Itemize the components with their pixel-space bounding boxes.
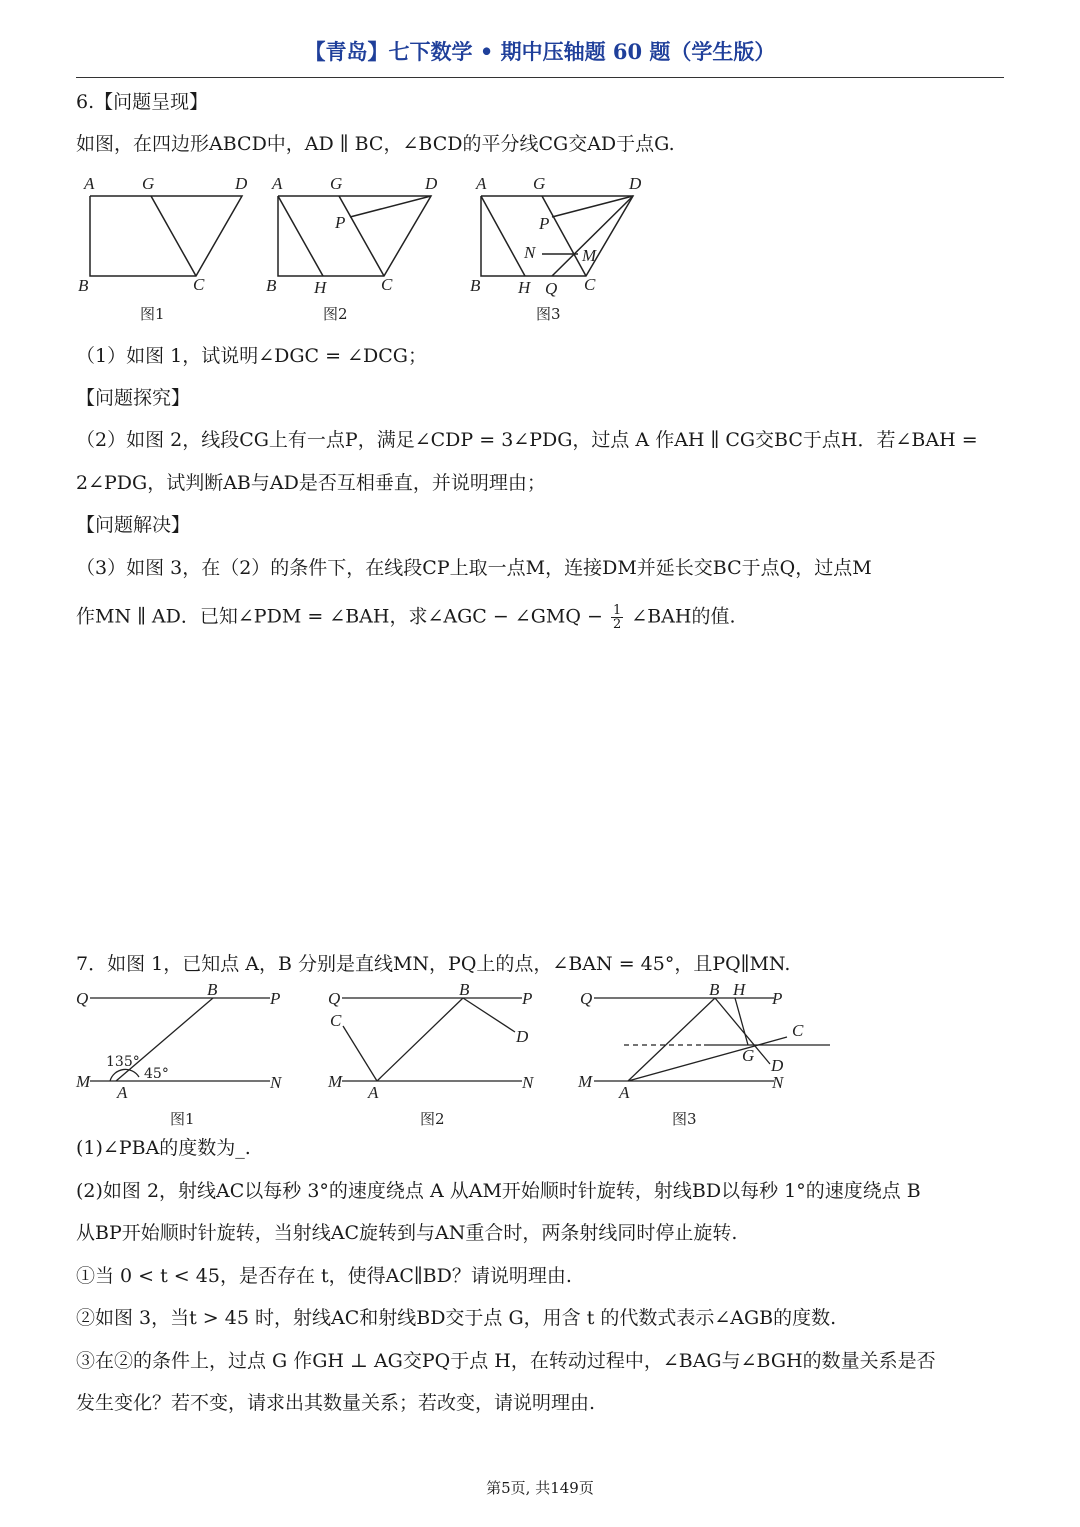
fig-label: G <box>142 174 155 193</box>
q6-figure-2 <box>262 172 452 324</box>
fig-label: H <box>314 278 327 297</box>
fig-label: D <box>235 174 248 193</box>
fig-label: C <box>584 275 596 294</box>
q6-part-3-line-1: （3）如图 3，在（2）的条件下，在线段CP上取一点M，连接DM并延长交BC于点Q，过点M <box>76 557 872 579</box>
fraction-numerator: 1 <box>612 603 622 618</box>
fig-label: D <box>771 1056 784 1075</box>
q7-intro: 7．如图 1，已知点 A，B 分别是直线MN，PQ上的点，∠BAN = 45°，且PQ∥MN. <box>76 953 791 975</box>
q7-sub-3-line-2: 发生变化？若不变，请求出其数量关系；若改变，请说明理由. <box>76 1392 596 1414</box>
fig-label: P <box>539 214 550 233</box>
fraction-one-half <box>611 604 623 631</box>
fig-label: P <box>772 989 783 1008</box>
q6-part-1: （1）如图 1，试说明∠DGC = ∠DCG； <box>76 345 427 367</box>
q7-figure-1 <box>72 982 302 1130</box>
fig-label: P <box>522 989 533 1008</box>
q6-intro: 如图，在四边形ABCD中，AD ∥ BC，∠BCD的平分线CG交AD于点G. <box>76 133 675 155</box>
q7-part-2-line-2: 从BP开始顺时针旋转，当射线AC旋转到与AN重合时，两条射线同时停止旋转. <box>76 1222 738 1244</box>
fig-caption: 图2 <box>323 305 348 323</box>
q7-figure-3 <box>572 982 842 1130</box>
fraction-denominator: 2 <box>612 617 622 632</box>
page-footer: 第5页, 共149页 <box>486 1479 594 1497</box>
fig-label: G <box>742 1046 755 1065</box>
fig-label: B <box>709 982 720 999</box>
angle-45-label: 45° <box>144 1066 169 1082</box>
q6-part-3-line-2 <box>76 604 736 631</box>
q6-solve-title: 【问题解决】 <box>76 514 191 536</box>
document-header: 【青岛】七下数学 • 期中压轴题 60 题（学生版） <box>304 39 776 64</box>
fig-label: C <box>193 275 205 294</box>
fig-caption: 图1 <box>140 305 165 323</box>
q7-part-1: (1)∠PBA的度数为_. <box>76 1137 251 1159</box>
fig-label: G <box>330 174 343 193</box>
fig-label: A <box>84 174 95 193</box>
fig-label: A <box>368 1083 379 1102</box>
fig-label: Q <box>545 279 558 298</box>
q6-figure-3 <box>466 172 656 324</box>
fig-label: Q <box>328 989 341 1008</box>
fig-label: B <box>266 276 277 295</box>
fig-label: P <box>270 989 281 1008</box>
fig-label: Q <box>580 989 593 1008</box>
q6-part-3-text-b: ∠BAH的值. <box>631 605 736 628</box>
q6-number: 6.【问题呈现】 <box>76 91 209 113</box>
fig-label: G <box>533 174 546 193</box>
fig-label: D <box>516 1027 529 1046</box>
fig-caption: 图3 <box>672 1110 697 1128</box>
fig-caption: 图2 <box>420 1110 445 1128</box>
fig-caption: 图3 <box>536 305 561 323</box>
fig-label: C <box>330 1011 342 1030</box>
q7-part-2-line-1: (2)如图 2，射线AC以每秒 3°的速度绕点 A 从AM开始顺时针旋转，射线BD以每秒 1°的速度绕点 B <box>76 1180 921 1202</box>
fig-label: C <box>381 275 393 294</box>
fig-label: B <box>78 276 89 295</box>
q7-sub-2: ②如图 3，当t > 45 时，射线AC和射线BD交于点 G，用含 t 的代数式表示∠AGB的度数. <box>76 1307 837 1329</box>
fig-label: P <box>335 213 346 232</box>
q7-sub-3-line-1: ③在②的条件上，过点 G 作GH ⊥ AG交PQ于点 H，在转动过程中，∠BAG与∠BGH的数量关系是否 <box>76 1350 936 1372</box>
q7-figure-2 <box>322 982 552 1130</box>
q6-part-3-text-a: 作MN ∥ AD．已知∠PDM = ∠BAH，求∠AGC − ∠GMQ − <box>76 605 603 628</box>
fig-label: B <box>470 276 481 295</box>
fig-label: B <box>207 982 218 999</box>
fig-caption: 图1 <box>170 1110 195 1128</box>
fig-label: A <box>117 1083 128 1102</box>
angle-135-label: 135° <box>106 1054 140 1070</box>
fig-label: B <box>459 982 470 999</box>
fig-label: D <box>629 174 642 193</box>
fig-label: M <box>578 1072 593 1091</box>
fig-label: N <box>270 1073 282 1092</box>
fig-label: N <box>522 1073 534 1092</box>
fig-label: Q <box>76 989 89 1008</box>
fig-label: A <box>619 1083 630 1102</box>
fig-label: M <box>582 246 597 265</box>
fig-label: D <box>425 174 438 193</box>
header-rule <box>76 77 1004 78</box>
q6-explore-title: 【问题探究】 <box>76 387 191 409</box>
fig-label: N <box>772 1073 784 1092</box>
q6-part-2-line-2: 2∠PDG，试判断AB与AD是否互相垂直，并说明理由； <box>76 472 546 494</box>
fig-label: M <box>328 1072 343 1091</box>
fig-label: A <box>476 174 487 193</box>
fig-label: H <box>518 278 531 297</box>
fig-label: M <box>76 1072 91 1091</box>
q6-figure-1 <box>72 172 262 324</box>
fig-label: A <box>272 174 283 193</box>
q6-part-2-line-1: （2）如图 2，线段CG上有一点P，满足∠CDP = 3∠PDG，过点 A 作AH ∥ CG交BC于点H．若∠BAH = <box>76 429 978 451</box>
fig-label: N <box>524 243 536 262</box>
q7-sub-1: ①当 0 < t < 45，是否存在 t，使得AC∥BD？请说明理由. <box>76 1265 572 1287</box>
fig-label: C <box>792 1021 804 1040</box>
fig-label: H <box>733 982 746 999</box>
